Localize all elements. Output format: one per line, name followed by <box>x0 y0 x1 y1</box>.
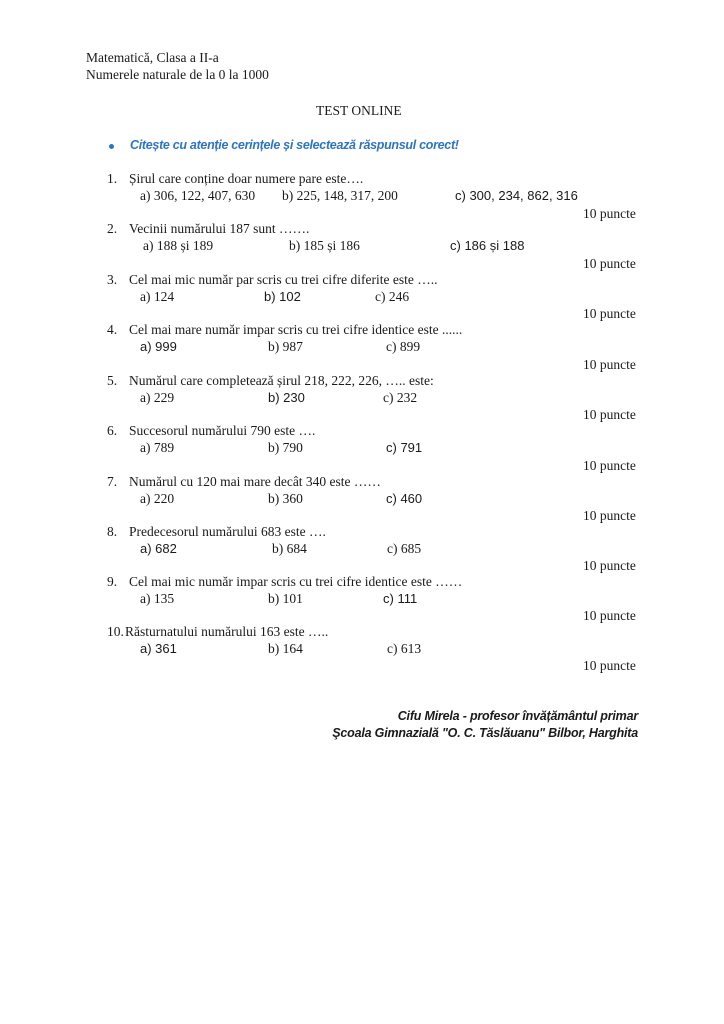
option-c[interactable]: c) 246 <box>375 289 410 304</box>
option-c[interactable]: c) 899 <box>386 339 421 354</box>
option-b[interactable]: b) 230 <box>268 390 305 405</box>
question-text: Răsturnatului numărului 163 este ….. <box>125 624 329 639</box>
option-b[interactable]: b) 102 <box>264 289 301 304</box>
points-label: 10 puncte <box>583 558 636 573</box>
option-a[interactable]: a) 229 <box>140 390 175 405</box>
option-c[interactable]: c) 613 <box>387 641 422 656</box>
question-text: Numărul cu 120 mai mare decât 340 este …… <box>129 474 381 489</box>
option-b[interactable]: b) 164 <box>268 641 303 656</box>
question-text: Cel mai mare număr impar scris cu trei cifre identice este ...... <box>129 322 463 337</box>
option-a[interactable]: a) 306, 122, 407, 630 <box>140 188 256 203</box>
question-number: 2. <box>107 221 118 236</box>
question-number: 5. <box>107 373 118 388</box>
question-number: 6. <box>107 423 118 438</box>
page-title: TEST ONLINE <box>316 103 402 118</box>
option-c[interactable]: c) 460 <box>386 491 423 506</box>
points-label: 10 puncte <box>583 256 636 271</box>
option-a[interactable]: a) 361 <box>140 641 177 656</box>
question-text: Cel mai mic număr impar scris cu trei cifre identice este …… <box>129 574 463 589</box>
points-label: 10 puncte <box>583 357 636 372</box>
option-b[interactable]: b) 684 <box>272 541 307 556</box>
question-text: Succesorul numărului 790 este …. <box>129 423 316 438</box>
option-b[interactable]: b) 101 <box>268 591 303 606</box>
question-text: Predecesorul numărului 683 este …. <box>129 524 326 539</box>
points-label: 10 puncte <box>583 206 636 221</box>
option-c[interactable]: c) 300, 234, 862, 316 <box>455 188 578 203</box>
question-text: Vecinii numărului 187 sunt ……. <box>129 221 310 236</box>
option-c[interactable]: c) 791 <box>386 440 423 455</box>
option-a[interactable]: a) 188 și 189 <box>143 238 214 253</box>
option-b[interactable]: b) 360 <box>268 491 303 506</box>
points-label: 10 puncte <box>583 658 636 673</box>
question-number: 1. <box>107 171 118 186</box>
option-a[interactable]: a) 135 <box>140 591 175 606</box>
question-number: 3. <box>107 272 118 287</box>
question-text: Cel mai mic număr par scris cu trei cifre diferite este ….. <box>129 272 438 287</box>
points-label: 10 puncte <box>583 608 636 623</box>
option-c[interactable]: c) 186 și 188 <box>450 238 525 253</box>
bullet-icon <box>109 144 114 149</box>
school-name: Şcoala Gimnazială "O. C. Tăslăuanu" Bilbor, Harghita <box>332 726 638 740</box>
question-number: 10. <box>107 624 124 639</box>
option-a[interactable]: a) 789 <box>140 440 175 455</box>
option-b[interactable]: b) 987 <box>268 339 303 354</box>
topic-line: Numerele naturale de la 0 la 1000 <box>86 67 269 82</box>
option-b[interactable]: b) 225, 148, 317, 200 <box>282 188 398 203</box>
option-a[interactable]: a) 999 <box>140 339 177 354</box>
question-number: 7. <box>107 474 118 489</box>
option-b[interactable]: b) 185 și 186 <box>289 238 360 253</box>
question-number: 4. <box>107 322 118 337</box>
points-label: 10 puncte <box>583 508 636 523</box>
option-a[interactable]: a) 220 <box>140 491 175 506</box>
points-label: 10 puncte <box>583 458 636 473</box>
option-a[interactable]: a) 124 <box>140 289 175 304</box>
points-label: 10 puncte <box>583 407 636 422</box>
option-a[interactable]: a) 682 <box>140 541 177 556</box>
option-c[interactable]: c) 111 <box>383 591 418 606</box>
subject-line: Matematică, Clasa a II-a <box>86 50 219 65</box>
question-text: Șirul care conține doar numere pare este…. <box>129 171 364 186</box>
author-signature: Cifu Mirela - profesor învățământul primar <box>397 709 638 723</box>
question-text: Numărul care completează șirul 218, 222, 226, ….. este: <box>129 373 434 388</box>
option-c[interactable]: c) 232 <box>383 390 418 405</box>
option-b[interactable]: b) 790 <box>268 440 303 455</box>
points-label: 10 puncte <box>583 306 636 321</box>
instruction-text: Citește cu atenție cerințele și selectează răspunsul corect! <box>130 138 459 152</box>
option-c[interactable]: c) 685 <box>387 541 422 556</box>
question-number: 8. <box>107 524 118 539</box>
question-number: 9. <box>107 574 118 589</box>
